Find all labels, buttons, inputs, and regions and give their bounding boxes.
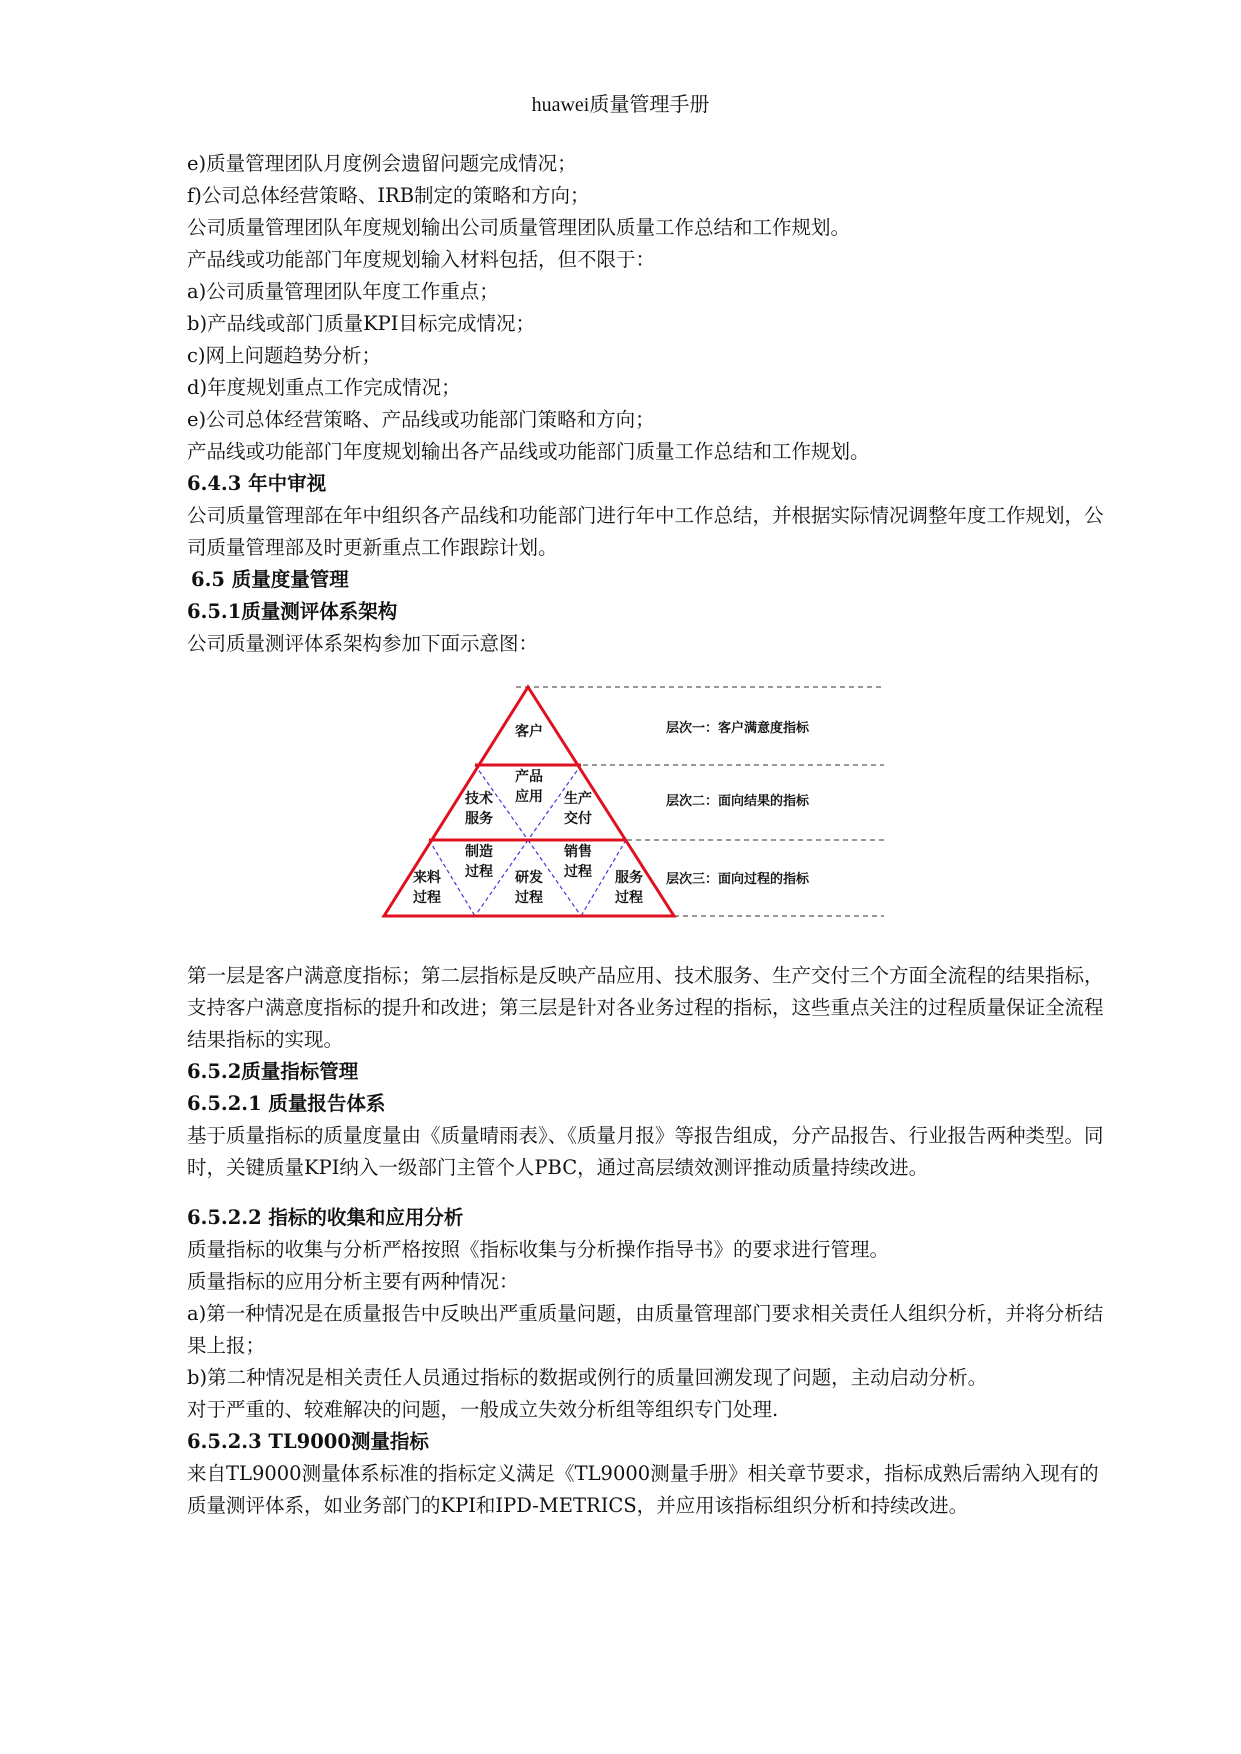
section-heading-6-5-2-2: 6.5.2.2 指标的收集和应用分析	[187, 1206, 464, 1229]
text-line: 质量指标的应用分析主要有两种情况：	[187, 1270, 519, 1293]
pyramid-graphic	[374, 672, 894, 952]
text-line: 产品线或功能部门年度规划输入材料包括，但不限于：	[187, 248, 656, 271]
section-heading-6-5-1: 6.5.1质量测评体系架构	[187, 600, 398, 623]
label-production-delivery: 生产 交付	[564, 791, 592, 827]
text-line: f)公司总体经营策略、IRB制定的策略和方向；	[187, 184, 590, 207]
document-body	[187, 148, 1107, 1522]
label-customer: 客户	[515, 724, 543, 740]
text-line: d)年度规划重点工作完成情况；	[187, 376, 461, 399]
section-heading-6-5-2: 6.5.2质量指标管理	[187, 1060, 359, 1083]
section-heading-6-5-2-1: 6.5.2.1 质量报告体系	[187, 1092, 386, 1115]
label-sales: 销售 过程	[564, 844, 592, 880]
list-item-b: b)第二种情况是相关责任人员通过指标的数据或例行的质量回溯发现了问题，主动启动分析。	[187, 1366, 988, 1389]
label-incoming: 来料 过程	[413, 870, 441, 906]
level-one-label: 层次一：客户满意度指标	[666, 721, 810, 736]
text-line: c)网上问题趋势分析；	[187, 344, 382, 367]
text-line: b)产品线或部门质量KPI目标完成情况；	[187, 312, 535, 335]
label-service: 服务 过程	[615, 870, 643, 906]
section-heading-6-5-2-3: 6.5.2.3 TL9000测量指标	[187, 1430, 429, 1453]
text-line: 产品线或功能部门年度规划输出各产品线或功能部门质量工作总结和工作规划。	[187, 440, 870, 463]
label-rnd: 研发 过程	[515, 870, 543, 906]
section-body-6-5-2-3: 来自TL9000测量体系标准的指标定义满足《TL9000测量手册》相关章节要求，指标成熟后需纳入现有的质量测评体系，如业务部门的KPI和IPD-METRICS，并应用该指标组织分析和持续改进。	[187, 1462, 1099, 1517]
paragraphs-top	[187, 148, 1107, 468]
section-intro-6-5-1: 公司质量测评体系架构参加下面示意图：	[187, 632, 539, 655]
label-product-app: 产品 应用	[515, 769, 543, 805]
level-two-label: 层次二：面向结果的指标	[666, 794, 810, 809]
level-three-label: 层次三：面向过程的指标	[666, 872, 810, 887]
spacer	[187, 1184, 1107, 1202]
text-line: e)质量管理团队月度例会遗留问题完成情况；	[187, 152, 577, 175]
figure-description: 第一层是客户满意度指标；第二层指标是反映产品应用、技术服务、生产交付三个方面全流程的结果指标，支持客户满意度指标的提升和改进；第三层是针对各业务过程的指标，这些重点关注的过程质量保证全流程结果指标的实现。	[187, 964, 1104, 1051]
text-line: 公司质量管理团队年度规划输出公司质量管理团队质量工作总结和工作规划。	[187, 216, 851, 239]
label-tech-service: 技术 服务	[465, 791, 493, 827]
section-body-6-5-2-1: 基于质量指标的质量度量由《质量晴雨表》、《质量月报》等报告组成，分产品报告、行业报告两种类型。同时，关键质量KPI纳入一级部门主管个人PBC，通过高层绩效测评推动质量持续改进。	[187, 1124, 1104, 1179]
section-heading-6-4-3: 6.4.3 年中审视	[187, 472, 327, 495]
section-body-6-4-3: 公司质量管理部在年中组织各产品线和功能部门进行年中工作总结，并根据实际情况调整年度工作规划，公司质量管理部及时更新重点工作跟踪计划。	[187, 504, 1104, 559]
list-item-a: a)第一种情况是在质量报告中反映出严重质量问题，由质量管理部门要求相关责任人组织分析，并将分析结果上报；	[187, 1302, 1104, 1357]
section-heading-6-5: 6.5 质量度量管理	[191, 568, 349, 591]
text-line: 对于严重的、较难解决的问题，一般成立失效分析组等组织专门处理.	[187, 1398, 779, 1421]
label-manufacturing: 制造 过程	[465, 844, 493, 880]
text-line: 质量指标的收集与分析严格按照《指标收集与分析操作指导书》的要求进行管理。	[187, 1238, 890, 1261]
quality-pyramid-diagram	[374, 672, 894, 952]
text-line: e)公司总体经营策略、产品线或功能部门策略和方向；	[187, 408, 655, 431]
text-line: a)公司质量管理团队年度工作重点；	[187, 280, 499, 303]
page-header: huawei质量管理手册	[531, 94, 710, 116]
